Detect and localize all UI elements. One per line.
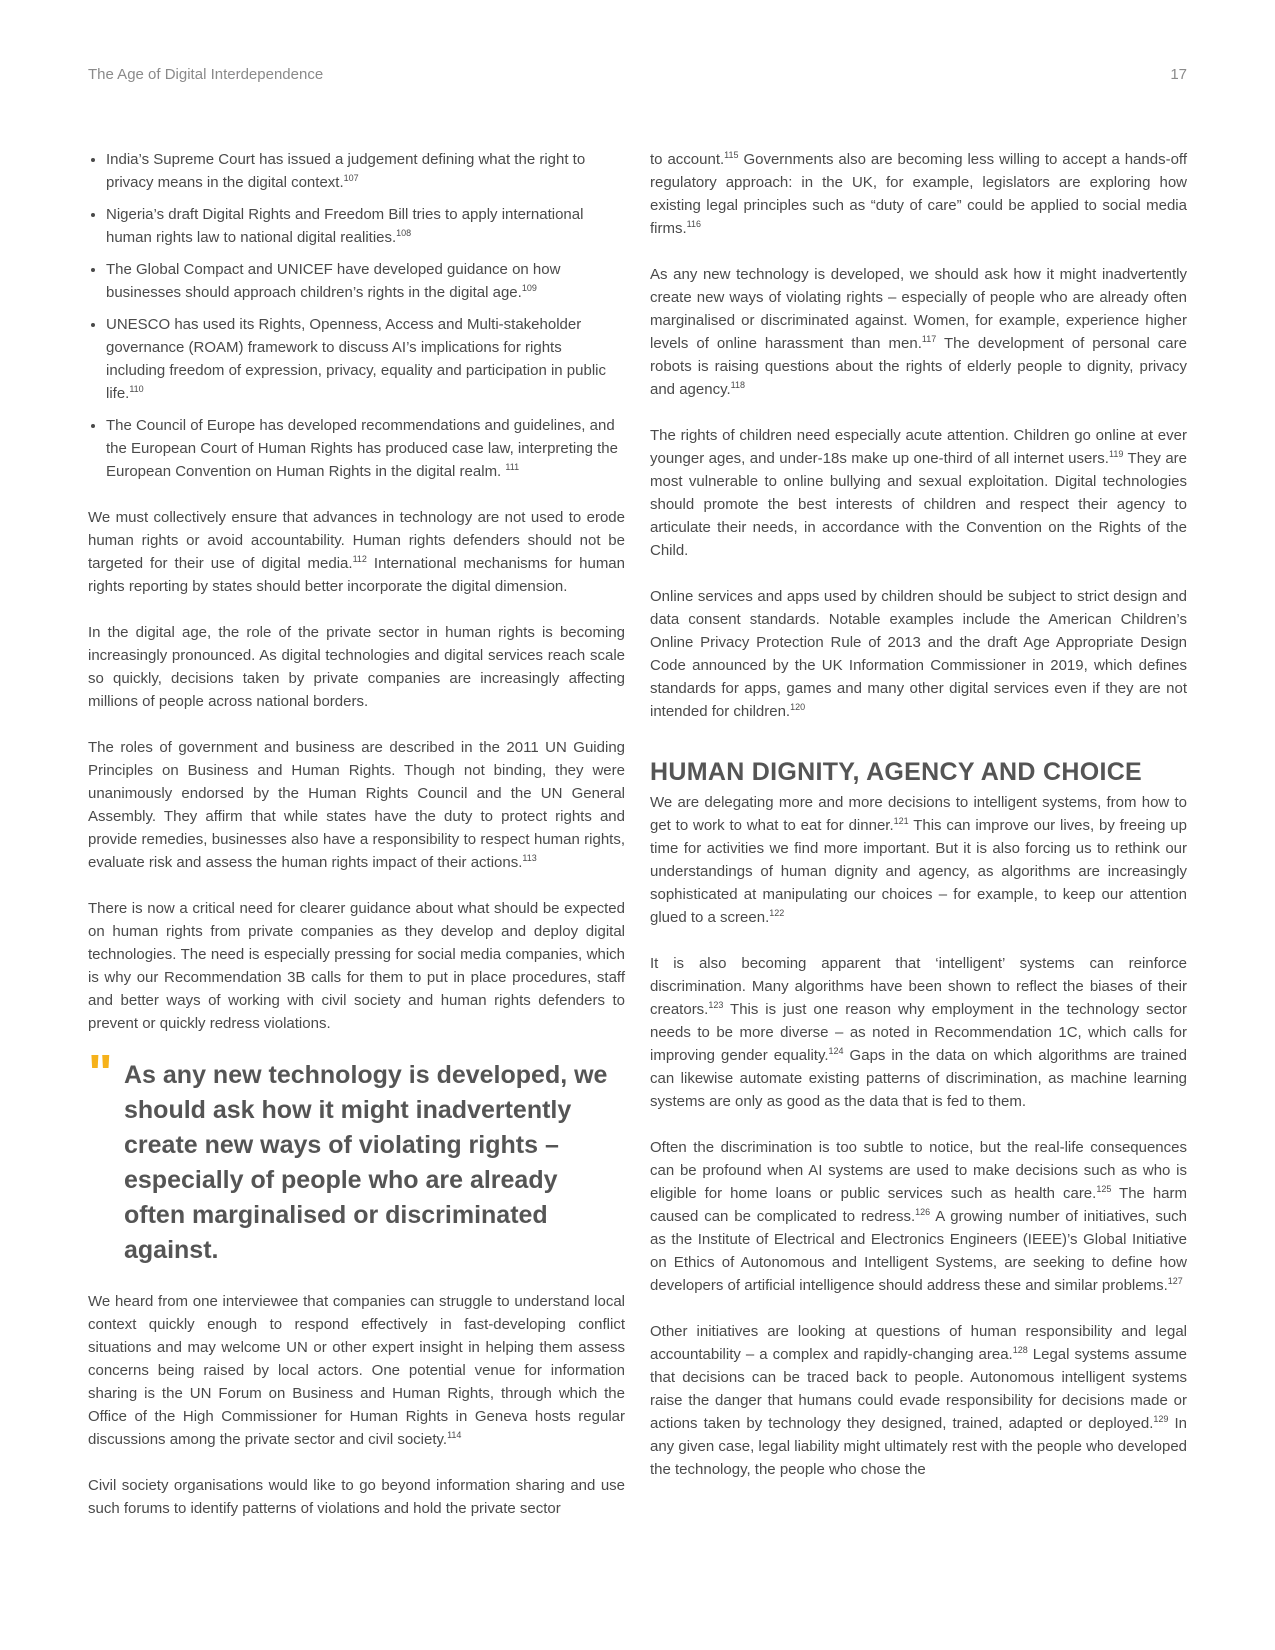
section-heading: HUMAN DIGNITY, AGENCY AND CHOICE xyxy=(650,758,1143,786)
footnote-ref[interactable]: 107 xyxy=(343,173,359,183)
footnote-ref[interactable]: 119 xyxy=(1108,449,1124,459)
body-paragraph xyxy=(88,1290,625,1451)
bullet-text: The Global Compact and UNICEF have developed guidance on how businesses should approach children’s rights in the digital age. xyxy=(106,261,561,301)
paragraph-text: We must collectively ensure that advances in technology are not used to erode human rights or avoid accountability. Human rights defenders should not be targeted for their use of digital media. xyxy=(88,509,625,572)
paragraph-text: They are most vulnerable to online bullying and sexual exploitation. Digital technologies should promote the best interests of children and respect their agency to articulate their needs, in accordance with the Convention on the Rights of the Child. xyxy=(650,450,1188,559)
left-column xyxy=(88,148,625,1543)
footnote-ref[interactable]: 118 xyxy=(730,380,745,390)
paragraph-text: Online services and apps used by children should be subject to strict design and data consent standards. Notable examples include the American Children’s Online Privacy Protection Rule of 2013 and the draft Age Appropriate Design Code announced by the UK Information Commissioner in 2019, which defines standards for apps, games and many other digital services even if they are not intended for children. xyxy=(650,588,1187,720)
footnote-ref[interactable]: 111 xyxy=(505,462,520,472)
paragraph-text: The rights of children need especially acute attention. Children go online at ever younger ages, and under-18s make up one-third of all internet users. xyxy=(650,427,1187,467)
bullet-text: India’s Supreme Court has issued a judgement defining what the right to privacy means in the digital context. xyxy=(106,151,586,191)
footnote-ref[interactable]: 115 xyxy=(724,150,739,160)
footnote-ref[interactable]: 122 xyxy=(769,908,785,918)
list-item xyxy=(106,313,625,405)
paragraph-text: The harm caused can be complicated to redress. xyxy=(650,1185,1187,1225)
footnote-ref[interactable]: 117 xyxy=(921,334,937,344)
quote-mark-icon: " xyxy=(88,1045,113,1103)
right-column xyxy=(650,148,1187,1504)
pull-quote-text: As any new technology is developed, we should ask how it might inadvertently create new ways of violating rights – especially of people who are already often marginalised or discriminated against. xyxy=(124,1061,608,1264)
footnote-ref[interactable]: 127 xyxy=(1167,1276,1183,1286)
paragraph-text: Legal systems assume that decisions can be traced back to people. Autonomous intelligent systems raise the danger that humans could evade responsibility for decisions made or actions taken by technology they designed, trained, adapted or deployed. xyxy=(650,1346,1188,1432)
pull-quote xyxy=(88,1045,625,1268)
paragraph-text: Other initiatives are looking at questions of human responsibility and legal accountability – a complex and rapidly-changing area. xyxy=(650,1323,1187,1363)
footnote-ref[interactable]: 110 xyxy=(129,384,144,394)
body-paragraph xyxy=(650,585,1187,723)
footnote-ref[interactable]: 129 xyxy=(1153,1414,1169,1424)
paragraph-text: International mechanisms for human rights reporting by states should better incorporate the digital dimension. xyxy=(88,555,625,595)
list-item xyxy=(106,414,625,483)
body-paragraph xyxy=(650,148,1187,240)
footnote-ref[interactable]: 121 xyxy=(893,816,909,826)
document-title: The Age of Digital Interdependence xyxy=(88,66,324,83)
footnote-ref[interactable]: 120 xyxy=(790,702,806,712)
bullet-text: The Council of Europe has developed recommendations and guidelines, and the European Court of Human Rights has produced case law, interpreting the European Convention on Human Rights in the digital realm. xyxy=(106,417,618,480)
body-paragraph: Civil society organisations would like to go beyond information sharing and use such forums to identify patterns of violations and hold the private sector xyxy=(88,1477,625,1517)
paragraph-text: A growing number of initiatives, such as the Institute of Electrical and Electronics Engineers (IEEE)’s Global Initiative on Ethics of Autonomous and Intelligent Systems, are seeking to define how developers of artificial intelligence should address these and similar problems. xyxy=(650,1208,1187,1294)
body-paragraph xyxy=(650,952,1187,1113)
paragraph-text: The development of personal care robots is raising questions about the rights of elderly people to dignity, privacy and agency. xyxy=(650,335,1187,398)
footnote-ref[interactable]: 113 xyxy=(522,853,537,863)
paragraph-text: Governments also are becoming less willing to accept a hands-off regulatory approach: in the UK, for example, legislators are exploring how existing legal principles such as “duty of care” could be applied to social media firms. xyxy=(650,151,1187,237)
list-item xyxy=(106,258,625,304)
body-paragraph xyxy=(650,791,1187,929)
paragraph-text: We heard from one interviewee that companies can struggle to understand local context quickly enough to respond effectively in fast-developing conflict situations and may welcome UN or other expert insight in helping them assess concerns being raised by local actors. One potential venue for information sharing is the UN Forum on Business and Human Rights, through which the Office of the High Commissioner for Human Rights in Geneva hosts regular discussions among the private sector and civil society. xyxy=(88,1293,625,1448)
bullet-list xyxy=(88,148,625,483)
footnote-ref[interactable]: 126 xyxy=(915,1207,931,1217)
paragraph-text: This is just one reason why employment in the technology sector needs to be more diverse – as noted in Recommendation 1C, which calls for improving gender equality. xyxy=(650,1001,1187,1064)
paragraph-text: The roles of government and business are described in the 2011 UN Guiding Principles on Business and Human Rights. Though not binding, they were unanimously endorsed by the Human Rights Council and the UN General Assembly. They affirm that while states have the duty to protect rights and provide remedies, businesses also have a responsibility to respect human rights, evaluate risk and assess the human rights impact of their actions. xyxy=(88,739,625,871)
footnote-ref[interactable]: 109 xyxy=(521,283,537,293)
list-item xyxy=(106,148,625,194)
footnote-ref[interactable]: 124 xyxy=(828,1046,844,1056)
bullet-text: UNESCO has used its Rights, Openness, Access and Multi-stakeholder governance (ROAM) framework to discuss AI’s implications for rights including freedom of expression, privacy, equality and participation in public life. xyxy=(106,316,607,402)
list-item xyxy=(106,203,625,249)
paragraph-text: Often the discrimination is too subtle to notice, but the real-life consequences can be profound when AI systems are used to make decisions such as who is eligible for home loans or public services such as health care. xyxy=(650,1139,1187,1202)
body-paragraph xyxy=(650,263,1187,401)
footnote-ref[interactable]: 116 xyxy=(686,219,702,229)
paragraph-text: This can improve our lives, by freeing up time for activities we find more important. But it is also forcing us to rethink our understandings of human dignity and agency, as algorithms are increasingly sophisticated at manipulating our choices – for example, to keep our attention glued to a screen. xyxy=(650,817,1187,926)
paragraph-text: As any new technology is developed, we should ask how it might inadvertently create new ways of violating rights – especially of people who are already often marginalised or discriminated against. Women, for example, experience higher levels of online harassment than men. xyxy=(650,266,1187,352)
bullet-text: Nigeria’s draft Digital Rights and Freedom Bill tries to apply international human rights law to national digital realities. xyxy=(106,206,584,246)
paragraph-text: We are delegating more and more decisions to intelligent systems, from how to get to work to what to eat for dinner. xyxy=(650,794,1187,834)
paragraph-text: Gaps in the data on which algorithms are trained can likewise automate existing patterns of discrimination, as machine learning systems are only as good as the data that is fed to them. xyxy=(650,1047,1187,1110)
running-header xyxy=(88,66,1187,83)
body-paragraph xyxy=(650,1136,1187,1297)
body-paragraph xyxy=(650,424,1187,562)
body-paragraph xyxy=(88,736,625,874)
paragraph-text: It is also becoming apparent that ‘intelligent’ systems can reinforce discrimination. Many algorithms have been shown to reflect the biases of their creators. xyxy=(650,955,1187,1018)
body-paragraph: In the digital age, the role of the private sector in human rights is becoming increasingly pronounced. As digital technologies and digital services reach scale so quickly, decisions taken by private companies are increasingly affecting millions of people across national borders. xyxy=(88,624,625,710)
body-paragraph: There is now a critical need for clearer guidance about what should be expected on human rights from private companies as they develop and deploy digital technologies. The need is especially pressing for social media companies, which is why our Recommendation 3B calls for them to put in place procedures, staff and better ways of working with civil society and human rights defenders to prevent or quickly redress violations. xyxy=(88,900,625,1032)
body-paragraph xyxy=(650,1320,1187,1481)
footnote-ref[interactable]: 108 xyxy=(396,228,412,238)
footnote-ref[interactable]: 112 xyxy=(352,554,367,564)
footnote-ref[interactable]: 125 xyxy=(1096,1184,1112,1194)
footnote-ref[interactable]: 128 xyxy=(1012,1345,1028,1355)
body-paragraph xyxy=(88,506,625,598)
paragraph-text: In any given case, legal liability might ultimately rest with the people who developed the technology, the people who chose the xyxy=(650,1415,1187,1478)
page-number: 17 xyxy=(1170,66,1187,83)
footnote-ref[interactable]: 123 xyxy=(708,1000,724,1010)
footnote-ref[interactable]: 114 xyxy=(447,1430,462,1440)
paragraph-text: to account. xyxy=(650,151,725,168)
